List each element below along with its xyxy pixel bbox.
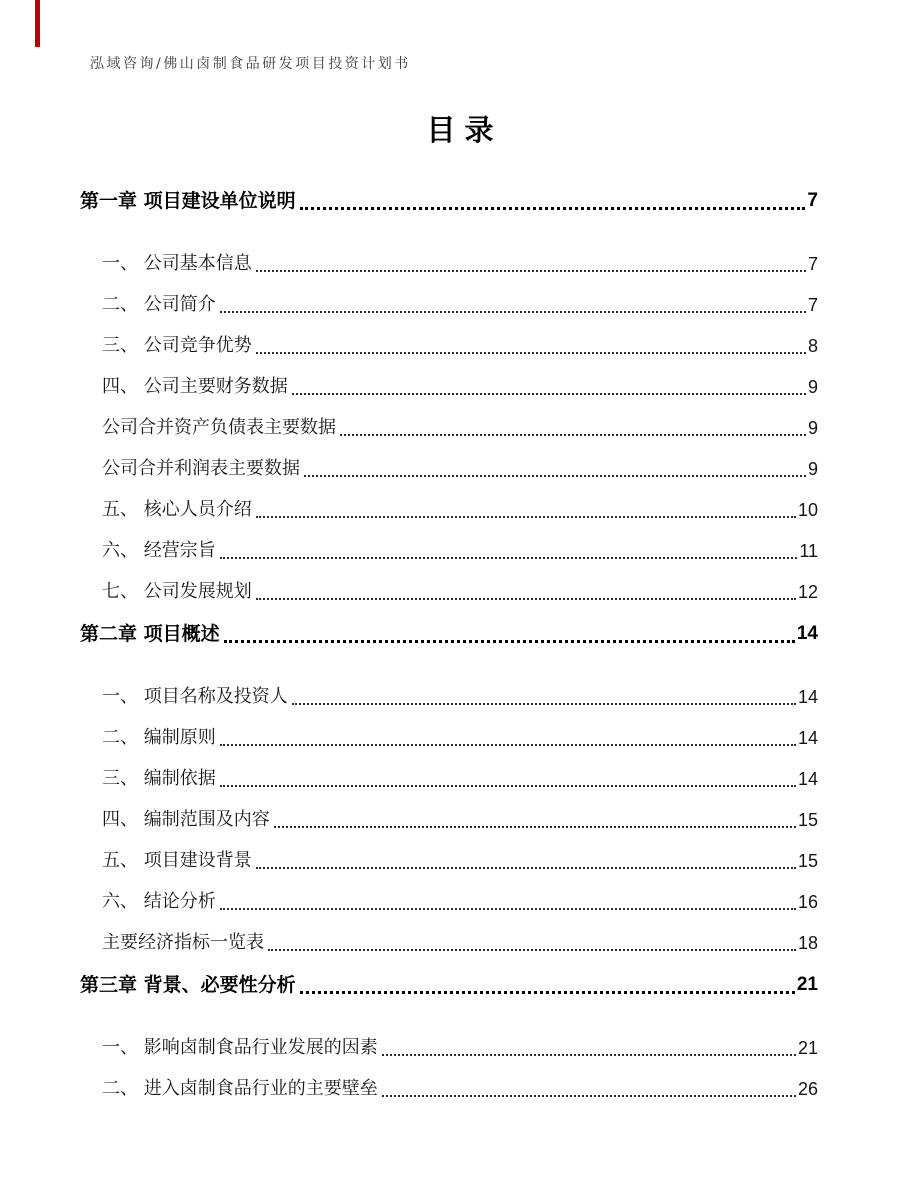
toc-item-page-number: 12 bbox=[797, 582, 818, 602]
dot-leader bbox=[300, 207, 806, 210]
toc-item-label: 七、 公司发展规划 bbox=[102, 581, 252, 602]
toc-item-entry[interactable] bbox=[102, 416, 818, 440]
toc-item-entry[interactable] bbox=[102, 539, 818, 563]
toc-item-page-number: 15 bbox=[797, 810, 818, 830]
toc-item-page-number: 14 bbox=[797, 728, 818, 748]
toc-item-label: 二、 进入卤制食品行业的主要壁垒 bbox=[102, 1078, 378, 1099]
toc-item-page-number: 14 bbox=[797, 769, 818, 789]
toc-item-entry[interactable] bbox=[102, 726, 818, 750]
toc-chapter-page-number: 7 bbox=[807, 190, 818, 211]
toc-item-entry[interactable] bbox=[102, 1036, 818, 1060]
toc-item-entry[interactable] bbox=[102, 808, 818, 832]
toc-item-label: 四、 编制范围及内容 bbox=[102, 809, 270, 830]
toc-item-page-number: 9 bbox=[807, 459, 818, 479]
toc-item-page-number: 18 bbox=[797, 933, 818, 953]
toc-chapter-entry[interactable] bbox=[80, 621, 818, 647]
document-header-text: 泓域咨询/佛山卤制食品研发项目投资计划书 bbox=[90, 56, 411, 72]
toc-chapter-label: 第三章 背景、必要性分析 bbox=[80, 974, 296, 996]
dot-leader bbox=[256, 352, 806, 354]
toc-item-label: 四、 公司主要财务数据 bbox=[102, 376, 288, 397]
toc-item-entry[interactable] bbox=[102, 931, 818, 955]
dot-leader bbox=[382, 1054, 796, 1056]
dot-leader bbox=[256, 516, 796, 518]
toc-item-label: 五、 项目建设背景 bbox=[102, 850, 252, 871]
toc-item-label: 一、 影响卤制食品行业发展的因素 bbox=[102, 1037, 378, 1058]
toc-item-label: 六、 经营宗旨 bbox=[102, 540, 216, 561]
dot-leader bbox=[224, 640, 795, 643]
dot-leader bbox=[220, 908, 796, 910]
toc-item-label: 公司合并利润表主要数据 bbox=[102, 458, 300, 479]
table-of-contents bbox=[80, 188, 818, 1118]
toc-item-page-number: 8 bbox=[807, 336, 818, 356]
toc-item-label: 二、 编制原则 bbox=[102, 727, 216, 748]
toc-item-page-number: 15 bbox=[797, 851, 818, 871]
toc-chapter-label: 第二章 项目概述 bbox=[80, 623, 220, 645]
dot-leader bbox=[220, 311, 806, 313]
dot-leader bbox=[220, 785, 796, 787]
toc-item-entry[interactable] bbox=[102, 498, 818, 522]
toc-item-label: 六、 结论分析 bbox=[102, 891, 216, 912]
toc-item-page-number: 7 bbox=[807, 295, 818, 315]
toc-item-page-number: 9 bbox=[807, 377, 818, 397]
document-header bbox=[90, 53, 411, 73]
dot-leader bbox=[300, 991, 795, 994]
toc-chapter-page-number: 21 bbox=[796, 974, 818, 995]
toc-chapter-block bbox=[80, 972, 818, 1101]
toc-item-entry[interactable] bbox=[102, 334, 818, 358]
toc-chapter-items bbox=[80, 252, 818, 604]
dot-leader bbox=[382, 1095, 796, 1097]
toc-item-page-number: 7 bbox=[807, 254, 818, 274]
toc-item-entry[interactable] bbox=[102, 890, 818, 914]
toc-item-label: 二、 公司简介 bbox=[102, 294, 216, 315]
toc-item-entry[interactable] bbox=[102, 849, 818, 873]
dot-leader bbox=[292, 703, 796, 705]
toc-item-label: 三、 公司竞争优势 bbox=[102, 335, 252, 356]
toc-item-label: 五、 核心人员介绍 bbox=[102, 499, 252, 520]
toc-item-page-number: 26 bbox=[797, 1079, 818, 1099]
toc-item-entry[interactable] bbox=[102, 375, 818, 399]
toc-item-page-number: 16 bbox=[797, 892, 818, 912]
dot-leader bbox=[340, 434, 806, 436]
toc-item-entry[interactable] bbox=[102, 457, 818, 481]
dot-leader bbox=[268, 949, 796, 951]
dot-leader bbox=[274, 826, 796, 828]
toc-item-page-number: 9 bbox=[807, 418, 818, 438]
toc-item-entry[interactable] bbox=[102, 1077, 818, 1101]
toc-item-entry[interactable] bbox=[102, 293, 818, 317]
left-margin-accent-bar bbox=[35, 0, 40, 47]
toc-item-label: 公司合并资产负债表主要数据 bbox=[102, 417, 336, 438]
toc-item-page-number: 21 bbox=[797, 1038, 818, 1058]
toc-chapter-page-number: 14 bbox=[796, 623, 818, 644]
dot-leader bbox=[292, 393, 806, 395]
dot-leader bbox=[256, 270, 806, 272]
toc-item-label: 一、 项目名称及投资人 bbox=[102, 686, 288, 707]
toc-title: 目录 bbox=[426, 113, 503, 147]
dot-leader bbox=[220, 557, 798, 559]
toc-chapter-items bbox=[80, 1036, 818, 1101]
toc-chapter-entry[interactable] bbox=[80, 188, 818, 214]
dot-leader bbox=[256, 867, 796, 869]
dot-leader bbox=[220, 744, 796, 746]
toc-chapter-entry[interactable] bbox=[80, 972, 818, 998]
toc-chapter-block bbox=[80, 621, 818, 955]
toc-item-page-number: 10 bbox=[797, 500, 818, 520]
toc-item-label: 三、 编制依据 bbox=[102, 768, 216, 789]
toc-chapter-label: 第一章 项目建设单位说明 bbox=[80, 190, 296, 212]
toc-item-entry[interactable] bbox=[102, 580, 818, 604]
toc-item-entry[interactable] bbox=[102, 767, 818, 791]
toc-chapter-block bbox=[80, 188, 818, 604]
dot-leader bbox=[256, 598, 796, 600]
toc-item-page-number: 14 bbox=[797, 687, 818, 707]
dot-leader bbox=[304, 475, 806, 477]
toc-item-page-number: 11 bbox=[799, 541, 818, 561]
toc-item-entry[interactable] bbox=[102, 252, 818, 276]
toc-item-entry[interactable] bbox=[102, 685, 818, 709]
toc-item-label: 主要经济指标一览表 bbox=[102, 932, 264, 953]
toc-item-label: 一、 公司基本信息 bbox=[102, 253, 252, 274]
toc-chapter-items bbox=[80, 685, 818, 955]
